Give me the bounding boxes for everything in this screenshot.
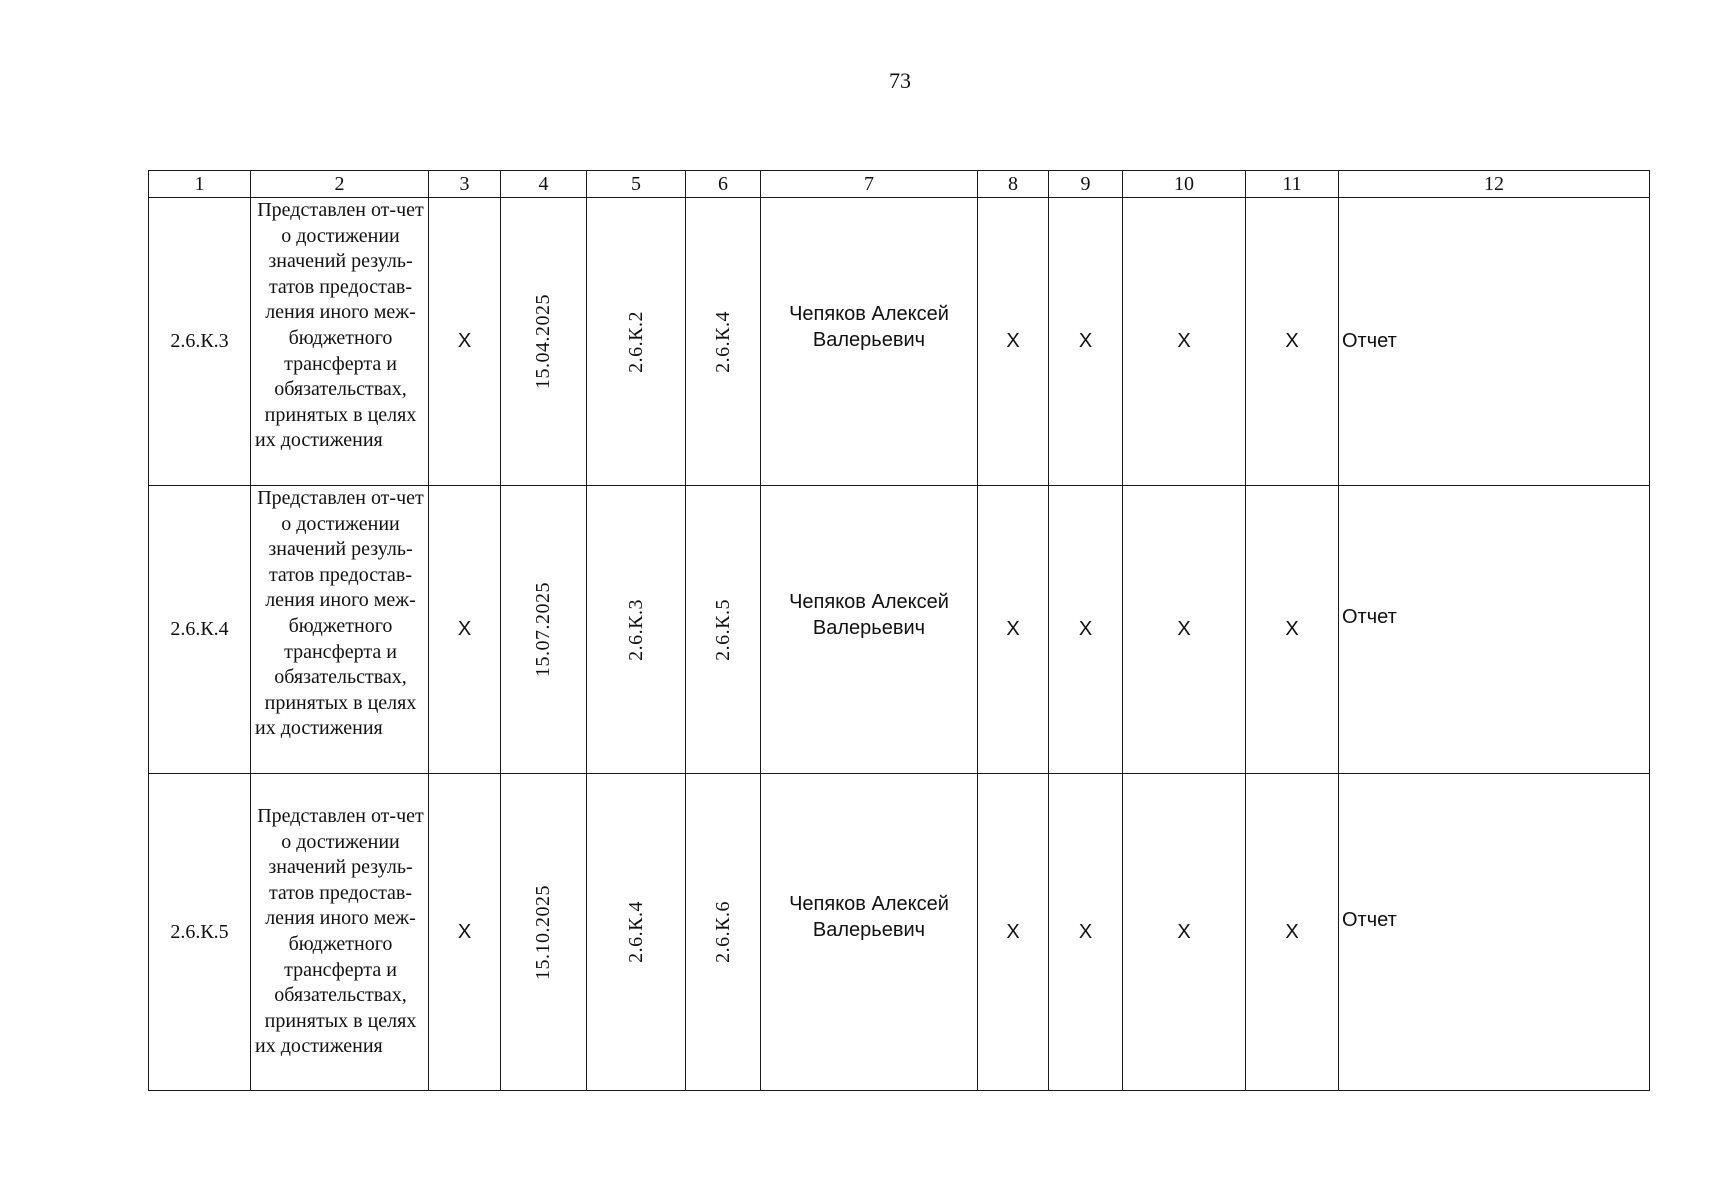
table-row <box>149 486 1650 774</box>
due-date: 15.07.2025 <box>532 582 554 677</box>
column-header: 11 <box>1246 171 1339 198</box>
cell-x-mark: X <box>429 774 501 1091</box>
cell-x-mark: X <box>1123 774 1246 1091</box>
table-row <box>149 198 1650 486</box>
column-header: 1 <box>149 171 251 198</box>
successor-cell <box>686 198 761 486</box>
date-cell <box>501 486 587 774</box>
column-header: 6 <box>686 171 761 198</box>
column-header: 10 <box>1123 171 1246 198</box>
due-date: 15.10.2025 <box>532 884 554 980</box>
predecessor-code: 2.6.К.4 <box>624 901 647 963</box>
control-point-description: Представлен от-чет о достижении значений резуль-татов предостав-ления иного меж-бюджетного трансферта и обязательствах, принятых в целях их достижения <box>251 198 429 486</box>
control-point-description: Представлен от-чет о достижении значений резуль-татов предостав-ления иного меж-бюджетного трансферта и обязательствах, принятых в целях их достижения <box>251 774 429 1091</box>
successor-code: 2.6.К.6 <box>711 901 734 963</box>
predecessor-code: 2.6.К.3 <box>624 598 647 661</box>
predecessor-cell <box>587 774 686 1091</box>
control-point-code: 2.6.К.4 <box>149 486 251 774</box>
cell-x-mark: X <box>1049 486 1123 774</box>
column-header: 12 <box>1339 171 1650 198</box>
cell-x-mark: X <box>429 198 501 486</box>
plan-table <box>148 170 1650 1091</box>
result-document: Отчет <box>1339 774 1650 1091</box>
control-point-code: 2.6.К.3 <box>149 198 251 486</box>
column-header: 2 <box>251 171 429 198</box>
column-header: 4 <box>501 171 587 198</box>
column-header: 5 <box>587 171 686 198</box>
predecessor-cell <box>587 486 686 774</box>
successor-cell <box>686 486 761 774</box>
cell-x-mark: X <box>978 486 1049 774</box>
column-header: 8 <box>978 171 1049 198</box>
responsible-person: Чепяков Алексей Валерьевич <box>761 486 978 774</box>
table-row <box>149 774 1650 1091</box>
predecessor-code: 2.6.К.2 <box>624 310 647 373</box>
result-document: Отчет <box>1339 486 1650 774</box>
cell-x-mark: X <box>1246 198 1339 486</box>
cell-x-mark: X <box>1123 198 1246 486</box>
column-header: 9 <box>1049 171 1123 198</box>
successor-code: 2.6.К.4 <box>711 310 734 373</box>
result-document: Отчет <box>1339 198 1650 486</box>
date-cell <box>501 198 587 486</box>
cell-x-mark: X <box>1246 486 1339 774</box>
date-cell <box>501 774 587 1091</box>
cell-x-mark: X <box>1049 198 1123 486</box>
control-point-code: 2.6.К.5 <box>149 774 251 1091</box>
successor-code: 2.6.К.5 <box>711 598 734 661</box>
cell-x-mark: X <box>429 486 501 774</box>
cell-x-mark: X <box>978 198 1049 486</box>
cell-x-mark: X <box>1049 774 1123 1091</box>
header-row <box>149 171 1650 198</box>
control-point-description: Представлен от-чет о достижении значений резуль-татов предостав-ления иного меж-бюджетного трансферта и обязательствах, принятых в целях их достижения <box>251 486 429 774</box>
responsible-person: Чепяков Алексей Валерьевич <box>761 198 978 486</box>
cell-x-mark: X <box>1246 774 1339 1091</box>
responsible-person: Чепяков Алексей Валерьевич <box>761 774 978 1091</box>
column-header: 3 <box>429 171 501 198</box>
cell-x-mark: X <box>978 774 1049 1091</box>
column-header: 7 <box>761 171 978 198</box>
page-number: 73 <box>889 68 911 93</box>
cell-x-mark: X <box>1123 486 1246 774</box>
due-date: 15.04.2025 <box>532 294 554 389</box>
successor-cell <box>686 774 761 1091</box>
predecessor-cell <box>587 198 686 486</box>
